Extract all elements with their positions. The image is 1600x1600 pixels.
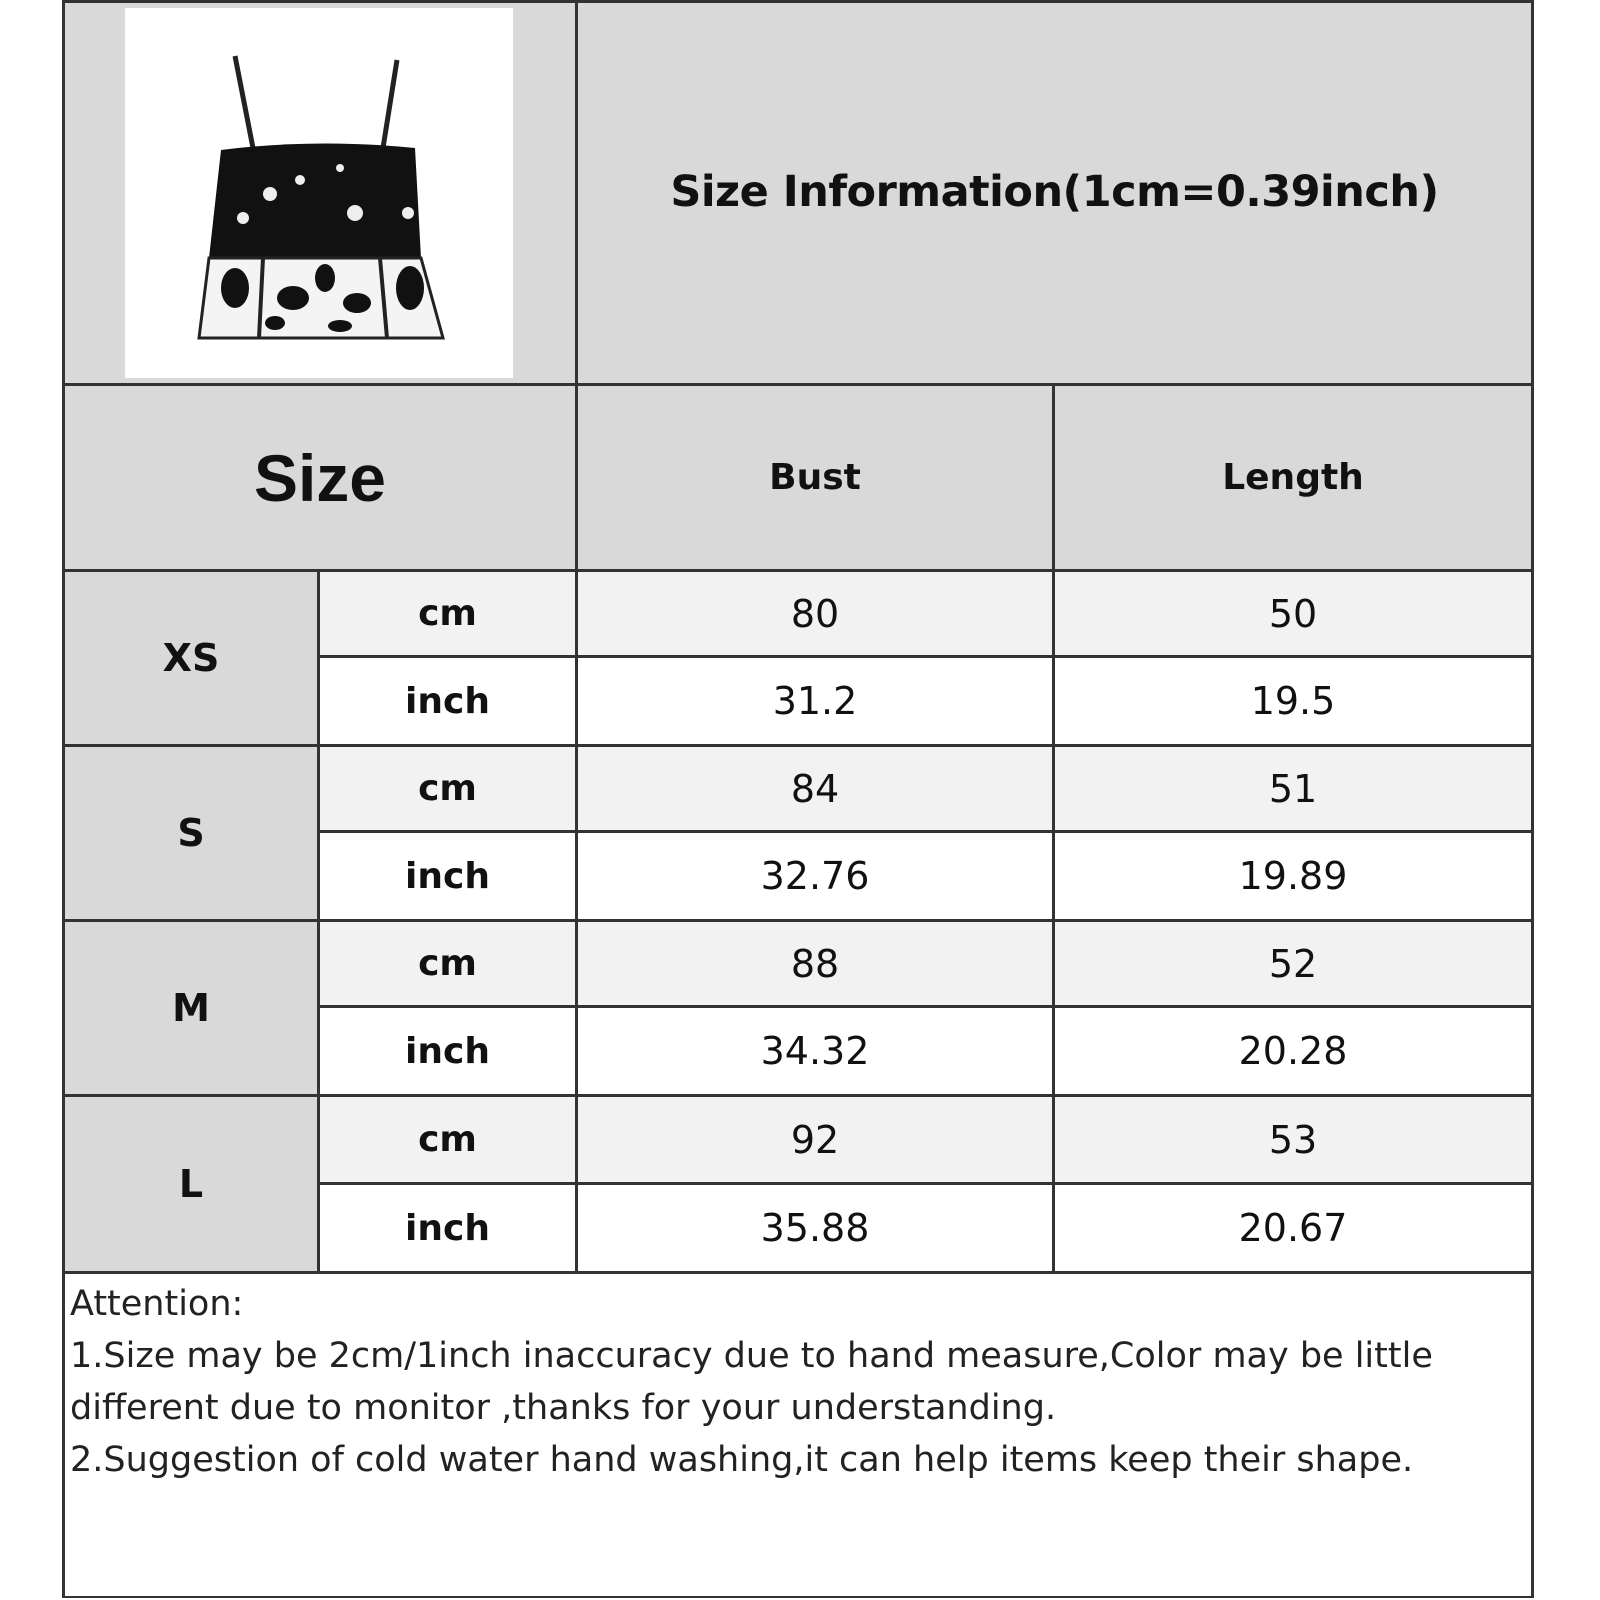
divider (62, 744, 1534, 747)
length-value: 19.89 (1238, 854, 1348, 898)
size-cell-s (65, 747, 317, 919)
bust-cell (578, 1097, 1052, 1182)
bust-cell (578, 1185, 1052, 1271)
product-photo (125, 8, 513, 378)
bust-cell (578, 833, 1052, 919)
bust-cell (578, 922, 1052, 1005)
length-cell (1055, 1097, 1531, 1182)
length-cell (1055, 1185, 1531, 1271)
bust-value: 32.76 (760, 854, 870, 898)
unit-label: cm (418, 593, 477, 634)
size-header-cell (65, 386, 575, 569)
length-header: Length (1222, 457, 1364, 498)
divider (317, 830, 1534, 833)
bust-cell (578, 572, 1052, 655)
length-value: 53 (1268, 1117, 1318, 1162)
bust-value: 31.2 (772, 679, 858, 723)
length-value: 19.5 (1250, 679, 1336, 723)
title-cell (578, 0, 1531, 383)
bust-cell (578, 658, 1052, 744)
divider (317, 569, 320, 1274)
length-value: 50 (1268, 591, 1318, 636)
length-value: 20.67 (1238, 1206, 1348, 1250)
size-cell-l (65, 1097, 317, 1271)
unit-label: cm (418, 943, 477, 984)
length-cell (1055, 833, 1531, 919)
unit-label: inch (405, 1207, 490, 1249)
unit-label: inch (405, 855, 490, 897)
divider (62, 383, 1534, 386)
bust-value: 80 (790, 591, 840, 636)
bust-cell (578, 1008, 1052, 1094)
bust-header-cell (578, 386, 1052, 569)
unit-cell (320, 747, 575, 830)
bust-value: 84 (790, 766, 840, 811)
divider (1052, 383, 1055, 1274)
attention-notes (70, 1278, 1510, 1486)
size-label: L (178, 1162, 204, 1206)
length-value: 52 (1268, 941, 1318, 986)
page-title: Size Information(1cm=0.39inch) (670, 166, 1439, 217)
bust-value: 34.32 (760, 1029, 870, 1073)
notes-line-1: 1.Size may be 2cm/1inch inaccuracy due to hand measure,Color may be little different due to monitor ,thanks for your understanding. (70, 1336, 1433, 1428)
unit-cell (320, 833, 575, 919)
length-header-cell (1055, 386, 1531, 569)
divider (575, 0, 578, 1274)
size-label: XS (162, 636, 220, 680)
divider (317, 1005, 1534, 1008)
bust-cell (578, 747, 1052, 830)
unit-cell (320, 658, 575, 744)
length-cell (1055, 572, 1531, 655)
size-cell-m (65, 922, 317, 1094)
length-cell (1055, 658, 1531, 744)
length-value: 51 (1268, 766, 1318, 811)
size-header: Size (253, 440, 387, 515)
unit-cell (320, 1097, 575, 1182)
bust-value: 92 (790, 1117, 840, 1162)
divider (62, 569, 1534, 572)
bust-value: 35.88 (760, 1206, 870, 1250)
length-cell (1055, 922, 1531, 1005)
unit-label: cm (418, 768, 477, 809)
notes-heading: Attention: (70, 1284, 244, 1324)
size-cell-xs (65, 572, 317, 744)
size-label: S (177, 811, 205, 855)
unit-cell (320, 1008, 575, 1094)
unit-label: inch (405, 680, 490, 722)
divider (62, 0, 1534, 3)
divider (317, 655, 1534, 658)
unit-cell (320, 1185, 575, 1271)
unit-cell (320, 572, 575, 655)
length-cell (1055, 747, 1531, 830)
camisole-icon (125, 8, 513, 378)
divider (62, 1271, 1534, 1274)
length-value: 20.28 (1238, 1029, 1348, 1073)
divider (317, 1182, 1534, 1185)
unit-label: cm (418, 1119, 477, 1160)
unit-label: inch (405, 1030, 490, 1072)
size-label: M (172, 986, 210, 1030)
length-cell (1055, 1008, 1531, 1094)
notes-line-2: 2.Suggestion of cold water hand washing,it can help items keep their shape. (70, 1440, 1414, 1480)
bust-value: 88 (790, 941, 840, 986)
unit-cell (320, 922, 575, 1005)
divider (62, 919, 1534, 922)
divider (62, 1094, 1534, 1097)
bust-header: Bust (769, 457, 861, 498)
